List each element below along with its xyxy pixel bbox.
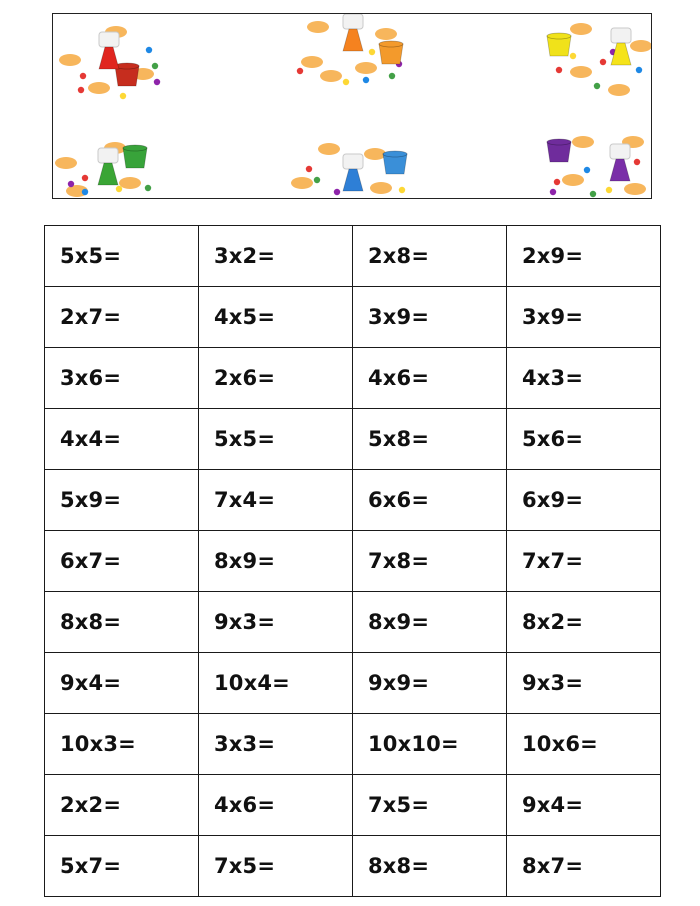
sponge-icon bbox=[570, 23, 592, 35]
paint-bucket-rim-icon bbox=[379, 41, 403, 47]
multiplication-fact-cell: 5x9= bbox=[45, 470, 199, 531]
paint-dot-icon bbox=[80, 73, 86, 79]
sponge-icon bbox=[301, 56, 323, 68]
paint-bucket-rim-icon bbox=[123, 145, 147, 151]
paint-dot-icon bbox=[636, 67, 642, 73]
paint-dot-icon bbox=[152, 63, 158, 69]
multiplication-fact-cell: 7x4= bbox=[199, 470, 353, 531]
paint-dot-icon bbox=[154, 79, 160, 85]
multiplication-fact-cell: 10x6= bbox=[507, 714, 661, 775]
table-row bbox=[45, 531, 661, 592]
multiplication-fact-cell: 10x4= bbox=[199, 653, 353, 714]
multiplication-fact-cell: 4x3= bbox=[507, 348, 661, 409]
paint-bottle-cap-icon bbox=[343, 14, 363, 29]
paint-dot-icon bbox=[120, 93, 126, 99]
multiplication-fact-cell: 8x2= bbox=[507, 592, 661, 653]
multiplication-fact-cell: 9x4= bbox=[45, 653, 199, 714]
multiplication-fact-cell: 7x5= bbox=[353, 775, 507, 836]
multiplication-fact-cell: 5x5= bbox=[45, 226, 199, 287]
multiplication-fact-cell: 8x9= bbox=[199, 531, 353, 592]
paint-dot-icon bbox=[570, 53, 576, 59]
table-row bbox=[45, 836, 661, 897]
multiplication-fact-cell: 5x6= bbox=[507, 409, 661, 470]
paint-dot-icon bbox=[314, 177, 320, 183]
multiplication-table-body bbox=[45, 226, 661, 897]
multiplication-fact-cell: 4x5= bbox=[199, 287, 353, 348]
paint-dot-icon bbox=[590, 191, 596, 197]
paint-bottle-cap-icon bbox=[611, 28, 631, 43]
paint-bucket-rim-icon bbox=[547, 139, 571, 145]
sponge-icon bbox=[355, 62, 377, 74]
paint-bottle-icon bbox=[343, 29, 363, 51]
paint-dot-icon bbox=[584, 167, 590, 173]
paint-dot-icon bbox=[82, 175, 88, 181]
multiplication-fact-cell: 10x3= bbox=[45, 714, 199, 775]
table-row bbox=[45, 348, 661, 409]
multiplication-fact-cell: 3x9= bbox=[507, 287, 661, 348]
sponge-icon bbox=[608, 84, 630, 96]
paint-clipart bbox=[53, 14, 651, 198]
paint-bucket-rim-icon bbox=[547, 33, 571, 39]
paint-bottle-cap-icon bbox=[343, 154, 363, 169]
paint-dot-icon bbox=[297, 68, 303, 74]
multiplication-fact-cell: 5x7= bbox=[45, 836, 199, 897]
multiplication-fact-cell: 7x8= bbox=[353, 531, 507, 592]
paint-dot-icon bbox=[343, 79, 349, 85]
multiplication-fact-cell: 3x6= bbox=[45, 348, 199, 409]
sponge-icon bbox=[291, 177, 313, 189]
multiplication-fact-cell: 4x6= bbox=[199, 775, 353, 836]
paint-dot-icon bbox=[82, 189, 88, 195]
sponge-icon bbox=[55, 157, 77, 169]
paint-dot-icon bbox=[594, 83, 600, 89]
paint-dot-icon bbox=[389, 73, 395, 79]
multiplication-fact-cell: 4x4= bbox=[45, 409, 199, 470]
paint-bottle-cap-icon bbox=[98, 148, 118, 163]
paint-dot-icon bbox=[116, 186, 122, 192]
multiplication-fact-cell: 6x7= bbox=[45, 531, 199, 592]
paint-bottle-icon bbox=[343, 169, 363, 191]
paint-dot-icon bbox=[550, 189, 556, 195]
sponge-icon bbox=[88, 82, 110, 94]
multiplication-table bbox=[44, 225, 661, 897]
paint-dot-icon bbox=[146, 47, 152, 53]
multiplication-fact-cell: 4x6= bbox=[353, 348, 507, 409]
table-row bbox=[45, 470, 661, 531]
paint-bottle-icon bbox=[610, 159, 630, 181]
paint-dot-icon bbox=[78, 87, 84, 93]
paint-dot-icon bbox=[554, 179, 560, 185]
multiplication-fact-cell: 9x3= bbox=[507, 653, 661, 714]
sponge-icon bbox=[119, 177, 141, 189]
multiplication-fact-cell: 8x8= bbox=[353, 836, 507, 897]
paint-dot-icon bbox=[399, 187, 405, 193]
multiplication-fact-cell: 8x9= bbox=[353, 592, 507, 653]
table-row bbox=[45, 653, 661, 714]
sponge-icon bbox=[318, 143, 340, 155]
paint-dot-icon bbox=[606, 187, 612, 193]
table-row bbox=[45, 409, 661, 470]
sponge-icon bbox=[630, 40, 651, 52]
multiplication-fact-cell: 2x2= bbox=[45, 775, 199, 836]
sponge-icon bbox=[562, 174, 584, 186]
table-row bbox=[45, 592, 661, 653]
multiplication-fact-cell: 2x7= bbox=[45, 287, 199, 348]
multiplication-fact-cell: 7x7= bbox=[507, 531, 661, 592]
paint-bottle-icon bbox=[99, 47, 119, 69]
sponge-icon bbox=[624, 183, 646, 195]
paint-dot-icon bbox=[600, 59, 606, 65]
sponge-icon bbox=[572, 136, 594, 148]
multiplication-fact-cell: 10x10= bbox=[353, 714, 507, 775]
multiplication-fact-cell: 7x5= bbox=[199, 836, 353, 897]
multiplication-fact-cell: 6x6= bbox=[353, 470, 507, 531]
table-row bbox=[45, 226, 661, 287]
sponge-icon bbox=[320, 70, 342, 82]
multiplication-fact-cell: 9x9= bbox=[353, 653, 507, 714]
paint-dot-icon bbox=[634, 159, 640, 165]
sponge-icon bbox=[307, 21, 329, 33]
multiplication-fact-cell: 9x4= bbox=[507, 775, 661, 836]
paint-bottle-icon bbox=[98, 163, 118, 185]
multiplication-fact-cell: 5x8= bbox=[353, 409, 507, 470]
table-row bbox=[45, 287, 661, 348]
paint-bucket-rim-icon bbox=[383, 151, 407, 157]
sponge-icon bbox=[375, 28, 397, 40]
table-row bbox=[45, 775, 661, 836]
multiplication-fact-cell: 6x9= bbox=[507, 470, 661, 531]
multiplication-fact-cell: 2x9= bbox=[507, 226, 661, 287]
multiplication-fact-cell: 3x3= bbox=[199, 714, 353, 775]
paint-bottle-cap-icon bbox=[99, 32, 119, 47]
paint-dot-icon bbox=[369, 49, 375, 55]
multiplication-fact-cell: 3x2= bbox=[199, 226, 353, 287]
multiplication-fact-cell: 5x5= bbox=[199, 409, 353, 470]
table-row bbox=[45, 714, 661, 775]
clipart-banner bbox=[52, 13, 652, 199]
multiplication-fact-cell: 3x9= bbox=[353, 287, 507, 348]
paint-dot-icon bbox=[145, 185, 151, 191]
sponge-icon bbox=[370, 182, 392, 194]
sponge-icon bbox=[570, 66, 592, 78]
paint-dot-icon bbox=[306, 166, 312, 172]
multiplication-fact-cell: 2x6= bbox=[199, 348, 353, 409]
multiplication-fact-cell: 8x8= bbox=[45, 592, 199, 653]
multiplication-fact-cell: 9x3= bbox=[199, 592, 353, 653]
multiplication-fact-cell: 2x8= bbox=[353, 226, 507, 287]
multiplication-fact-cell: 8x7= bbox=[507, 836, 661, 897]
paint-dot-icon bbox=[363, 77, 369, 83]
paint-dot-icon bbox=[556, 67, 562, 73]
sponge-icon bbox=[59, 54, 81, 66]
paint-dot-icon bbox=[334, 189, 340, 195]
paint-bottle-cap-icon bbox=[610, 144, 630, 159]
paint-dot-icon bbox=[68, 181, 74, 187]
paint-bottle-icon bbox=[611, 43, 631, 65]
